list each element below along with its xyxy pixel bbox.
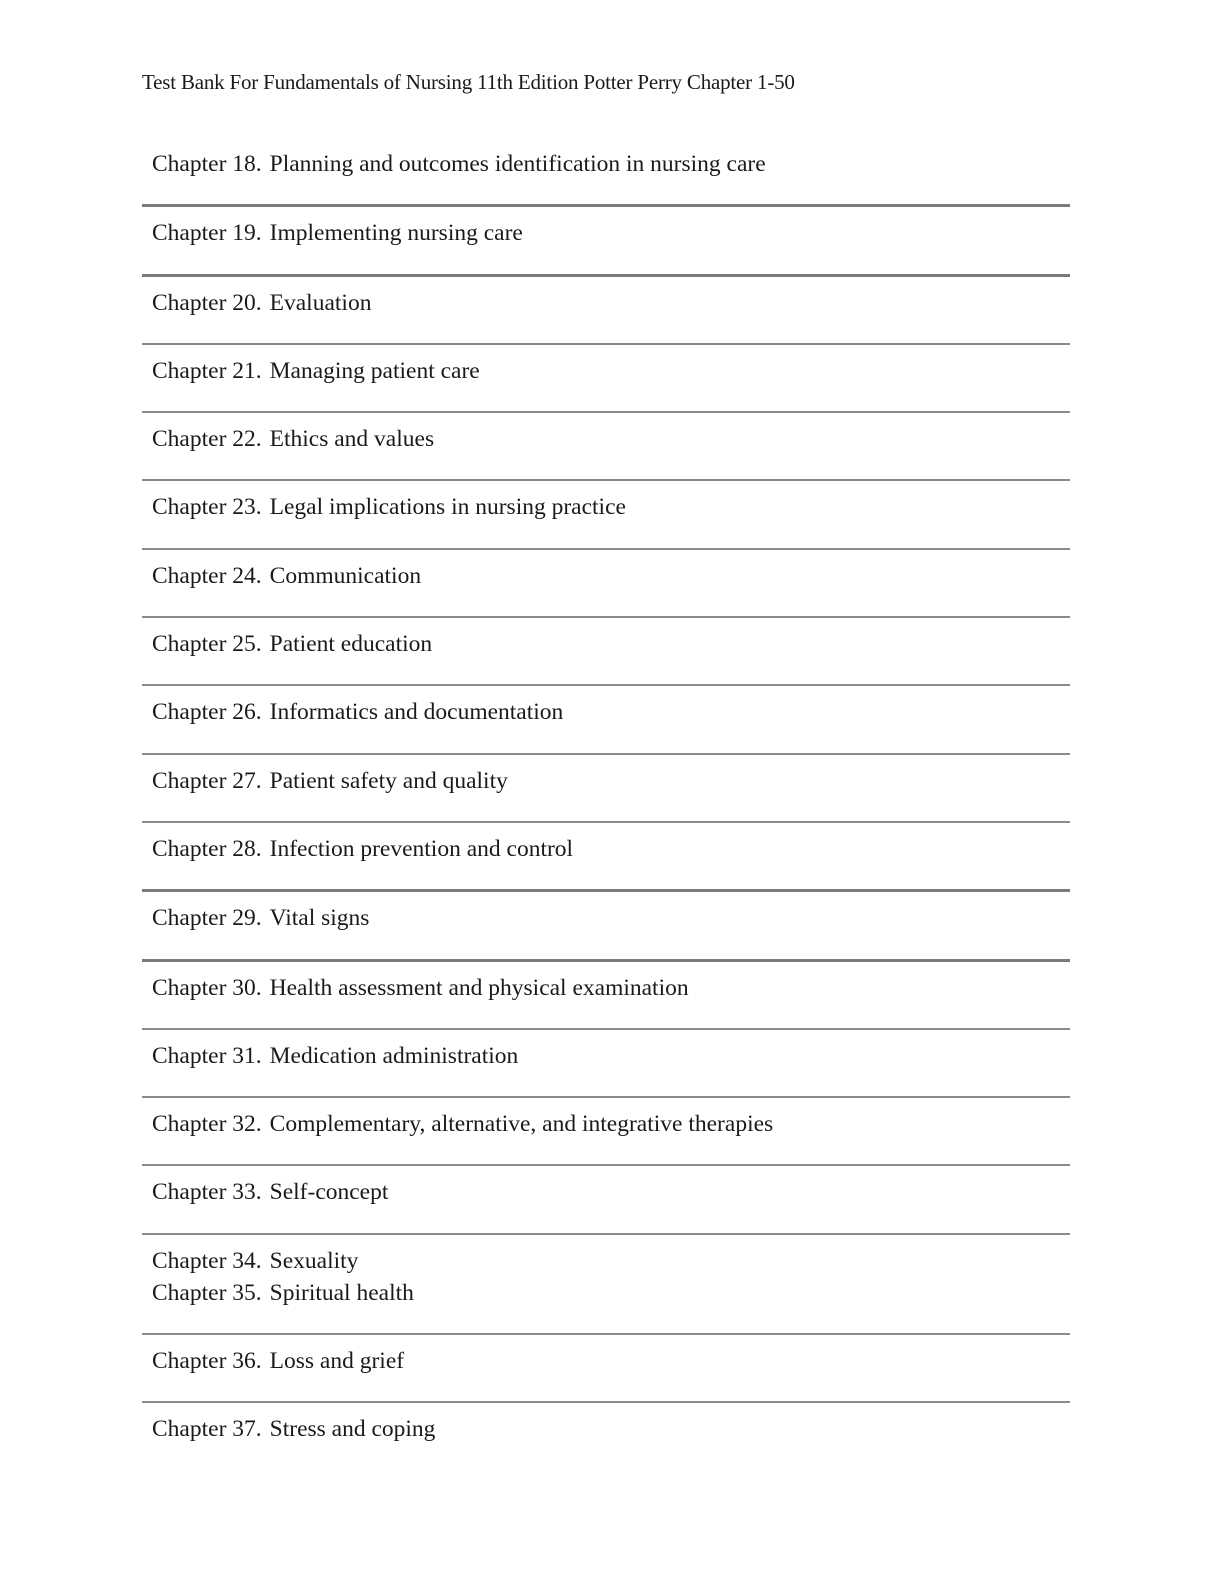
chapter-number: Chapter 29. [152, 905, 262, 932]
chapter-title: Patient safety and quality [269, 767, 508, 794]
chapter-number: Chapter 22. [152, 426, 262, 453]
chapter-title: Planning and outcomes identification in nursing care [269, 151, 766, 177]
chapter-row [142, 345, 1070, 411]
chapter-number: Chapter 28. [152, 835, 262, 862]
chapter-row [142, 1335, 1070, 1401]
chapter-number: Chapter 24. [152, 562, 262, 589]
chapter-row [142, 962, 1070, 1028]
chapter-row [142, 550, 1070, 616]
chapter-number: Chapter 31. [152, 1042, 262, 1069]
chapter-title: Vital signs [269, 905, 370, 932]
chapter-number: Chapter 23. [152, 494, 262, 521]
chapter-row [142, 207, 1070, 273]
page-header: Test Bank For Fundamentals of Nursing 11th Edition Potter Perry Chapter 1-50 [142, 70, 795, 94]
chapter-number: Chapter 35. [152, 1279, 262, 1306]
chapter-number: Chapter 36. [152, 1347, 262, 1374]
chapter-title: Infection prevention and control [269, 835, 574, 862]
chapter-title: Complementary, alternative, and integrative therapies [269, 1111, 774, 1138]
chapter-number: Chapter 27. [152, 767, 262, 794]
chapter-row [142, 755, 1070, 821]
chapter-number: Chapter 33. [152, 1179, 262, 1206]
chapter-row [142, 1403, 1070, 1469]
chapter-row [142, 138, 1070, 204]
chapter-row [142, 1098, 1070, 1164]
chapter-row [142, 892, 1070, 958]
chapter-number: Chapter 21. [152, 357, 262, 384]
chapter-number: Chapter 34. [152, 1247, 262, 1274]
chapter-line [152, 1245, 1070, 1277]
chapter-title: Managing patient care [269, 357, 480, 384]
chapter-title: Stress and coping [269, 1416, 436, 1443]
chapter-title: Patient education [269, 631, 433, 658]
chapter-list [142, 138, 1070, 1469]
chapter-row [142, 823, 1070, 889]
chapter-number: Chapter 30. [152, 974, 262, 1001]
chapter-row [142, 618, 1070, 684]
chapter-row [142, 277, 1070, 343]
chapter-title: Ethics and values [269, 426, 435, 453]
chapter-row [142, 481, 1070, 547]
chapter-number: Chapter 32. [152, 1111, 262, 1138]
chapter-title: Legal implications in nursing practice [269, 494, 626, 521]
chapter-row [142, 1166, 1070, 1232]
chapter-title: Communication [269, 562, 422, 589]
chapter-row [142, 1235, 1070, 1333]
chapter-title: Loss and grief [269, 1347, 405, 1374]
chapter-title: Medication administration [269, 1042, 519, 1069]
chapter-row [142, 413, 1070, 479]
chapter-number: Chapter 20. [152, 289, 262, 316]
chapter-number: Chapter 18. [152, 151, 262, 177]
chapter-number: Chapter 37. [152, 1416, 262, 1443]
chapter-number: Chapter 26. [152, 699, 262, 726]
chapter-row [142, 686, 1070, 752]
chapter-title: Sexuality [269, 1247, 359, 1274]
chapter-title: Evaluation [269, 289, 372, 316]
chapter-row [142, 1030, 1070, 1096]
chapter-line [152, 1277, 1070, 1309]
chapter-title: Spiritual health [269, 1279, 414, 1306]
chapter-title: Health assessment and physical examination [269, 974, 689, 1001]
chapter-number: Chapter 19. [152, 220, 262, 247]
chapter-title: Implementing nursing care [269, 220, 523, 247]
chapter-title: Self-concept [269, 1179, 389, 1206]
chapter-number: Chapter 25. [152, 631, 262, 658]
chapter-title: Informatics and documentation [269, 699, 564, 726]
